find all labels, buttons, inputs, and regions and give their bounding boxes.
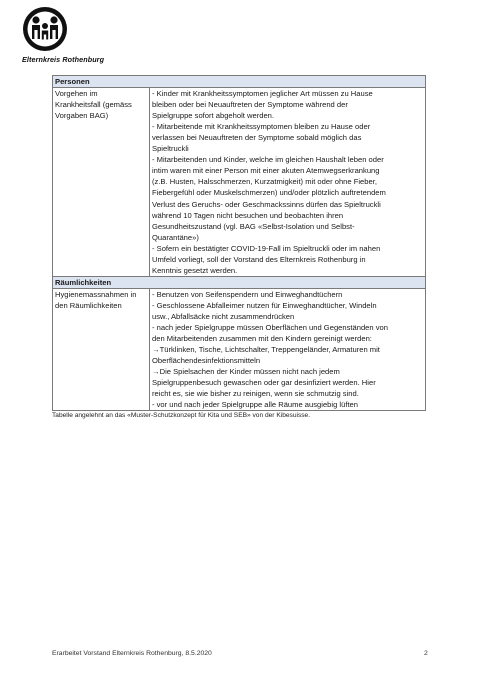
content-line: - Sofern ein bestätigter COVID-19-Fall im Spieltruckli oder im nahen [152, 243, 381, 253]
content-line: Umfeld vorliegt, soll der Vorstand des Elternkreis Rothenburg in [152, 254, 366, 264]
label-line: den Räumlichkeiten [55, 300, 122, 310]
section-title: Personen [53, 76, 426, 88]
protection-concept-table [52, 75, 426, 411]
table-row [53, 88, 426, 277]
page-number: 2 [424, 650, 428, 657]
content-line: →Die Spielsachen der Kinder müssen nicht nach jedem [152, 367, 340, 377]
row-content [150, 88, 426, 277]
content-line: - Geschlossene Abfalleimer nutzen für Einweghandtücher, Windeln [152, 300, 377, 310]
content-line: verlassen bei Neuauftreten der Symptome sobald möglich das [152, 133, 362, 143]
organization-name: Elternkreis Rothenburg [22, 55, 105, 64]
content-line: - Mitarbeitenden und Kinder, welche im gleichen Haushalt leben oder [152, 155, 384, 165]
table-caption: Tabelle angelehnt an das «Muster-Schutzkonzept für Kita und SEB» von der Kibesuisse. [52, 412, 311, 419]
organization-logo [22, 6, 112, 62]
content-line: - nach jeder Spielgruppe müssen Oberflächen und Gegenständen von [152, 323, 388, 333]
content-line: Gesundheitszustand (vgl. BAG «Selbst-Isolation und Selbst- [152, 221, 355, 231]
row-label [53, 288, 150, 411]
content-line: Fiebergefühl oder Muskelschmerzen) und/oder plötzlich auftretendem [152, 188, 386, 198]
section-title: Räumlichkeiten [53, 276, 426, 288]
content-line: Quarantäne») [152, 232, 199, 242]
content-line: intim waren mit einer Person mit einer akuten Atemwegserkrankung [152, 166, 380, 176]
family-circle-logo-icon [22, 6, 68, 52]
content-line: während 10 Tagen nicht besuchen und beobachten ihren [152, 210, 344, 220]
content-line: Verlust des Geruchs- oder Geschmackssinns dürfen das Spieltruckli [152, 199, 381, 209]
label-line: Vorgaben BAG) [55, 111, 109, 121]
row-label [53, 88, 150, 277]
content-line: - Benutzen von Seifenspendern und Einweghandtüchern [152, 289, 343, 299]
footer-author-date: Erarbeitet Vorstand Elternkreis Rothenburg, 8.5.2020 [52, 650, 212, 657]
label-line: Hygienemassnahmen in [55, 289, 137, 299]
table-row [53, 288, 426, 411]
content-line: →Türklinken, Tische, Lichtschalter, Treppengeländer, Armaturen mit [152, 345, 380, 355]
label-line: Vorgehen im [55, 89, 98, 99]
content-line: Spielgruppenbesuch gewaschen oder gar desinfiziert werden. Hier [152, 378, 376, 388]
content-line: reicht es, sie wie bisher zu reinigen, wenn sie schmutzig sind. [152, 389, 359, 399]
content-line: Spieltruckli [152, 144, 189, 154]
content-line: - Mitarbeitende mit Krankheitssymptomen bleiben zu Hause oder [152, 122, 371, 132]
content-line: Kenntnis gesetzt werden. [152, 265, 238, 275]
label-line: Krankheitsfall (gemäss [55, 100, 132, 110]
content-line: Spielgruppe sofort abgeholt werden. [152, 111, 275, 121]
content-line: den Mitarbeitenden zusammen mit den Kindern gereinigt werden: [152, 334, 372, 344]
content-line: - Kinder mit Krankheitssymptomen jeglicher Art müssen zu Hause [152, 89, 373, 99]
section-header-raeumlichkeiten [53, 276, 426, 288]
section-header-personen [53, 76, 426, 88]
content-line: - vor und nach jeder Spielgruppe alle Räume ausgiebig lüften [152, 400, 359, 410]
content-line: bleiben oder bei Neuauftreten der Symptome während der [152, 100, 348, 110]
content-line: Oberflächendesinfektionsmitteln [152, 356, 261, 366]
content-line: (z.B. Husten, Halsschmerzen, Kurzatmigkeit) mit oder ohne Fieber, [152, 177, 377, 187]
content-line: usw., Abfallsäcke nicht zusammendrücken [152, 311, 295, 321]
row-content [150, 288, 426, 411]
